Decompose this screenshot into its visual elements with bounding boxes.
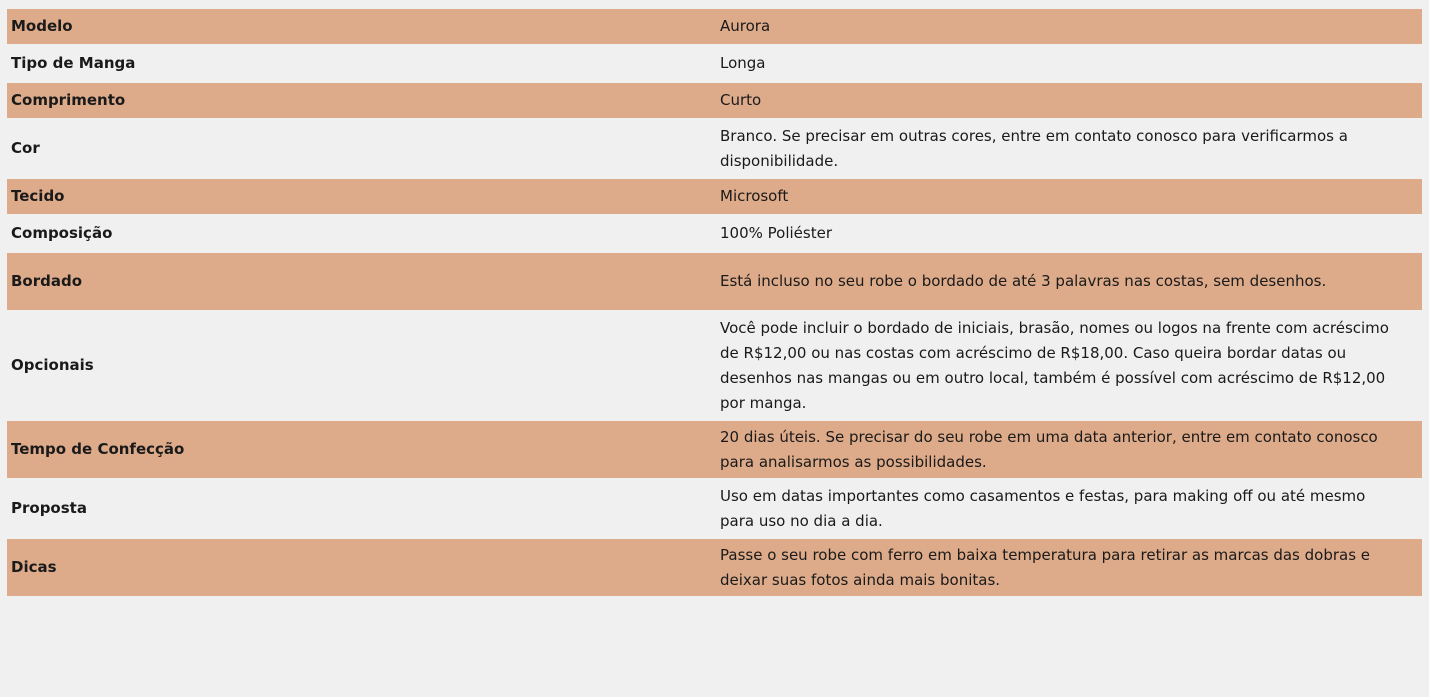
- spec-row-proposta: [7, 479, 1422, 538]
- spec-label: Tecido: [7, 178, 716, 215]
- spec-row-dicas: [7, 538, 1422, 596]
- spec-label: Comprimento: [7, 82, 716, 119]
- spec-row-bordado: [7, 252, 1422, 311]
- spec-row-tipo-de-manga: [7, 45, 1422, 82]
- product-spec-table: [7, 9, 1422, 596]
- spec-label: Tipo de Manga: [7, 45, 716, 82]
- spec-value: Microsoft: [716, 178, 1422, 215]
- spec-value: Curto: [716, 82, 1422, 119]
- spec-row-comprimento: [7, 82, 1422, 119]
- spec-value: Passe o seu robe com ferro em baixa temperatura para retirar as marcas das dobras e deixar suas fotos ainda mais bonitas.: [716, 538, 1422, 596]
- spec-value: Uso em datas importantes como casamentos e festas, para making off ou até mesmo para uso no dia a dia.: [716, 479, 1422, 538]
- spec-row-opcionais: [7, 311, 1422, 420]
- spec-label: Modelo: [7, 9, 716, 45]
- spec-value: 100% Poliéster: [716, 215, 1422, 252]
- spec-value: Aurora: [716, 9, 1422, 45]
- spec-label: Cor: [7, 119, 716, 178]
- spec-label: Composição: [7, 215, 716, 252]
- spec-label: Dicas: [7, 538, 716, 596]
- spec-value: Branco. Se precisar em outras cores, entre em contato conosco para verificarmos a disponibilidade.: [716, 119, 1422, 178]
- spec-label: Proposta: [7, 479, 716, 538]
- spec-row-modelo: [7, 9, 1422, 45]
- spec-value: Você pode incluir o bordado de iniciais, brasão, nomes ou logos na frente com acréscimo de R$12,00 ou nas costas com acréscimo de R$18,00. Caso queira bordar datas ou desenhos nas mangas ou em outro local, também é possível com acréscimo de R$12,00 por manga.: [716, 311, 1422, 420]
- spec-value: Longa: [716, 45, 1422, 82]
- spec-row-composicao: [7, 215, 1422, 252]
- spec-row-cor: [7, 119, 1422, 178]
- spec-row-tempo-de-confeccao: [7, 420, 1422, 479]
- spec-label: Bordado: [7, 252, 716, 311]
- spec-value: 20 dias úteis. Se precisar do seu robe em uma data anterior, entre em contato conosco para analisarmos as possibilidades.: [716, 420, 1422, 479]
- spec-label: Opcionais: [7, 311, 716, 420]
- spec-label: Tempo de Confecção: [7, 420, 716, 479]
- spec-value: Está incluso no seu robe o bordado de até 3 palavras nas costas, sem desenhos.: [716, 252, 1422, 311]
- spec-row-tecido: [7, 178, 1422, 215]
